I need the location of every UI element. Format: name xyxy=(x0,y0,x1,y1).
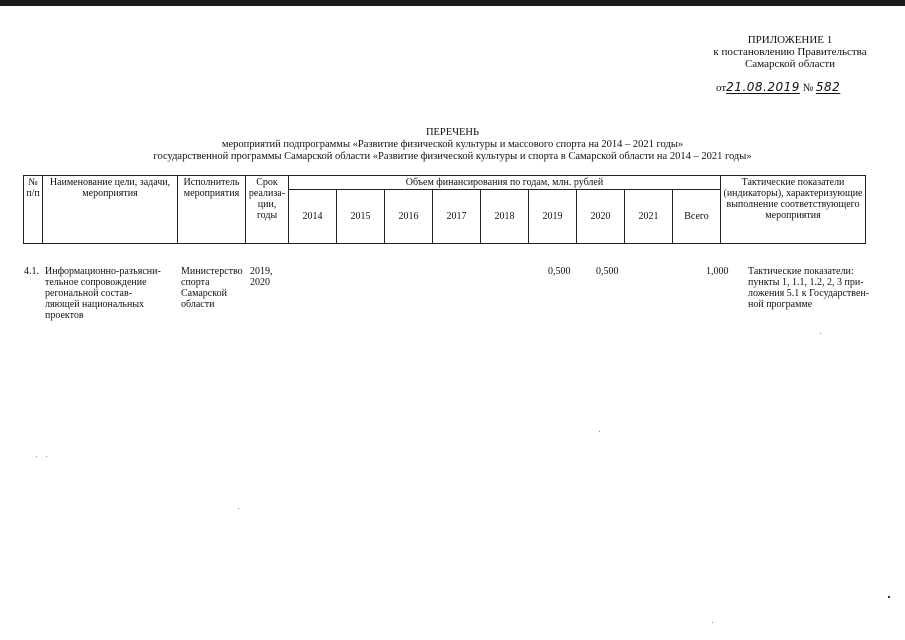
funding-table-header xyxy=(23,175,866,244)
row-value-total: 1,000 xyxy=(706,266,729,277)
year-2017: 2017 xyxy=(433,190,481,244)
scan-speck xyxy=(820,333,821,334)
row-indicators-line: Тактические показатели: xyxy=(748,266,854,277)
year-2015: 2015 xyxy=(337,190,385,244)
order-number-sign: № xyxy=(802,82,814,94)
row-executor-line: спорта xyxy=(181,277,210,288)
document-title: ПЕРЕЧЕНЬ xyxy=(425,127,480,138)
header-term: Срок реализа-ции, годы xyxy=(246,176,289,244)
order-prefix: от xyxy=(716,82,727,94)
row-name-line: Информационно-разъясни- xyxy=(45,266,161,277)
appendix-line-2: Самарской области xyxy=(744,58,836,70)
appendix-title: ПРИЛОЖЕНИЕ 1 xyxy=(747,34,833,46)
scan-speck xyxy=(712,622,713,623)
row-term xyxy=(250,266,273,288)
document-heading xyxy=(80,127,825,163)
row-name-line: регональной состав- xyxy=(45,288,133,299)
year-2019: 2019 xyxy=(529,190,577,244)
appendix-line-1: к постановлению Правительства xyxy=(713,46,867,58)
year-2018: 2018 xyxy=(481,190,529,244)
order-date-number xyxy=(716,80,840,94)
year-2020: 2020 xyxy=(577,190,625,244)
row-num: 4.1. xyxy=(24,266,39,277)
year-total: Всего xyxy=(673,190,721,244)
year-2021: 2021 xyxy=(625,190,673,244)
scan-speck xyxy=(238,508,239,509)
row-name xyxy=(45,266,161,321)
row-name-line: проектов xyxy=(45,310,84,321)
order-number-handwritten: 582 xyxy=(815,80,841,94)
row-name-line: ляющей национальных xyxy=(45,299,145,310)
header-funding: Объем финансирования по годам, млн. рублей xyxy=(289,176,721,190)
row-term-line: 2020 xyxy=(250,277,270,288)
header-executor: Исполнитель мероприятия xyxy=(178,176,246,244)
document-subtitle-2: государственной программы Самарской области «Развитие физической культуры и спорта в Самарской области на 2014 – 2021 годы» xyxy=(153,151,752,162)
row-name-line: тельное сопровождение xyxy=(45,277,147,288)
header-name: Наименование цели, задачи, мероприятия xyxy=(43,176,178,244)
document-subtitle-1: мероприятий подпрограммы «Развитие физической культуры и массового спорта на 2014 – 2021 годы» xyxy=(221,139,684,150)
row-executor xyxy=(181,266,243,310)
scan-top-edge xyxy=(0,0,905,6)
year-2014: 2014 xyxy=(289,190,337,244)
order-date-handwritten: 21.08.2019 xyxy=(726,80,800,94)
row-executor-line: области xyxy=(181,299,215,310)
row-indicators-line: ложения 5.1 к Государствен- xyxy=(748,288,870,299)
row-indicators-line: пункты 1, 1.1, 1.2, 2, 3 при- xyxy=(748,277,864,288)
row-value-2020: 0,500 xyxy=(596,266,619,277)
scan-speck xyxy=(599,431,600,432)
scan-speck xyxy=(36,456,37,457)
scan-speck xyxy=(46,456,47,457)
row-value-2019: 0,500 xyxy=(548,266,571,277)
row-executor-line: Министерство xyxy=(181,266,243,277)
row-indicators xyxy=(748,266,869,310)
header-num: № п/п xyxy=(24,176,43,244)
appendix-block xyxy=(705,34,875,70)
row-executor-line: Самарской xyxy=(181,288,227,299)
year-2016: 2016 xyxy=(385,190,433,244)
row-term-line: 2019, xyxy=(250,266,273,277)
row-indicators-line: ной программе xyxy=(748,299,813,310)
header-indicators: Тактические показатели (индикаторы), характеризующие выполнение соответствующего мероприятия xyxy=(721,176,866,244)
scan-speck xyxy=(888,596,890,598)
